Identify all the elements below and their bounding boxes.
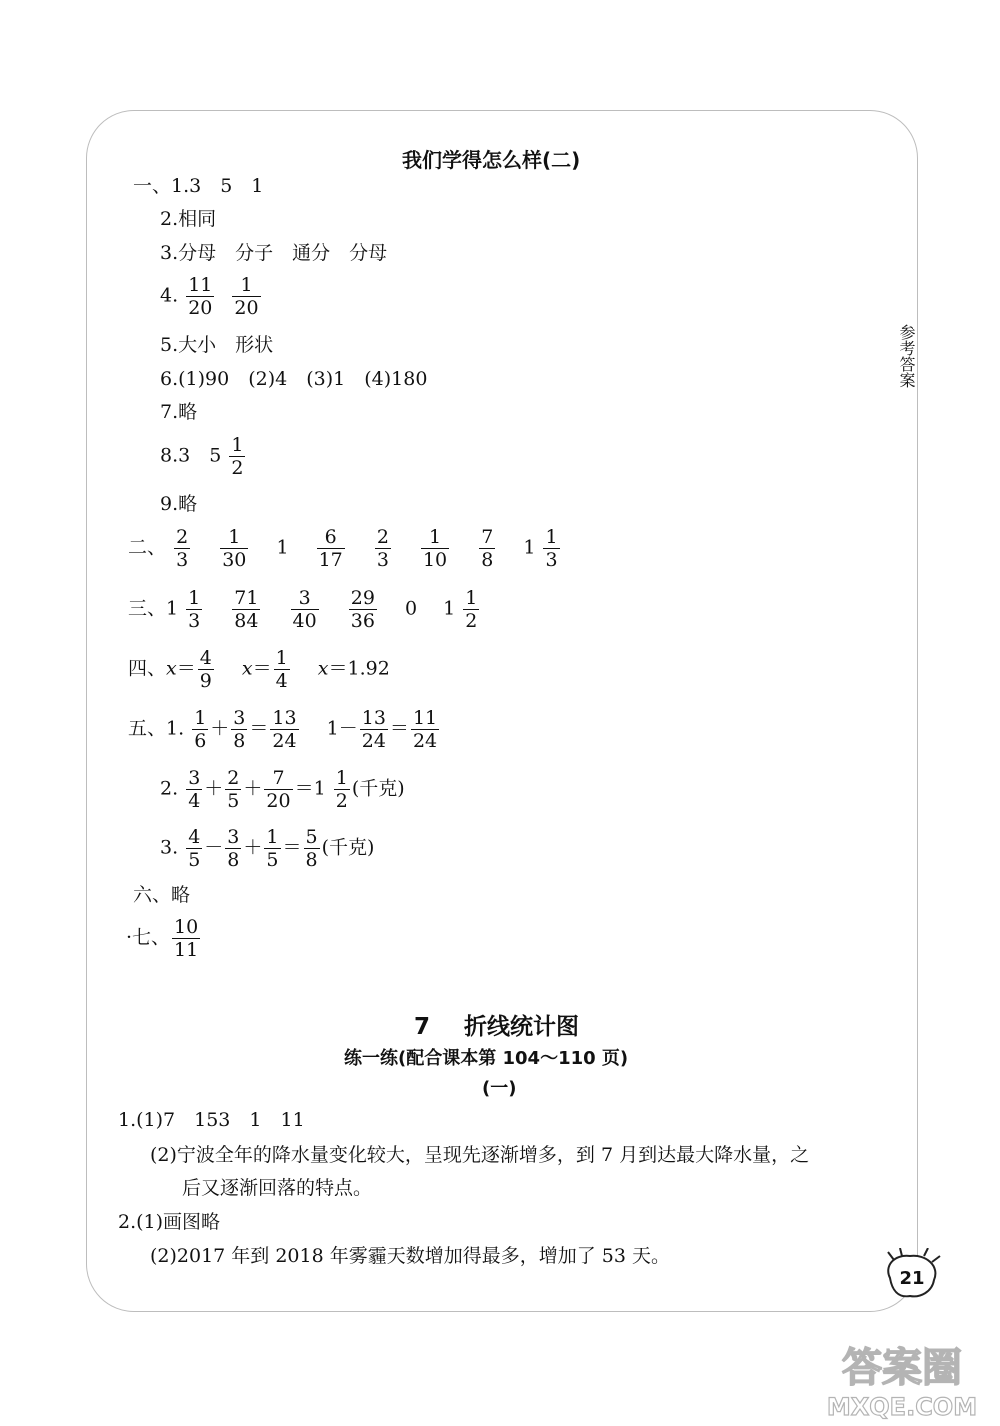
denominator: 30 bbox=[222, 549, 247, 571]
numerator: 1 bbox=[266, 826, 279, 848]
numerator: 2 bbox=[176, 526, 189, 548]
numerator: 5 bbox=[305, 826, 318, 848]
answer-5-1 bbox=[128, 707, 441, 752]
numerator: 11 bbox=[188, 274, 213, 296]
fraction bbox=[220, 526, 248, 571]
denominator: 3 bbox=[376, 549, 389, 571]
denominator: 5 bbox=[188, 849, 201, 871]
value: 1－ bbox=[326, 717, 358, 740]
denominator: 24 bbox=[272, 730, 297, 752]
practice-1-2-cont: 后又逐渐回落的特点。 bbox=[182, 1177, 373, 1199]
variable: x bbox=[317, 657, 329, 680]
value: 1 bbox=[523, 536, 536, 559]
fraction bbox=[231, 707, 247, 752]
svg-text:答案圈: 答案圈 bbox=[842, 1345, 962, 1391]
numerator: 7 bbox=[481, 526, 494, 548]
side-tab-label: 参考答案 bbox=[897, 324, 916, 388]
denominator: 6 bbox=[194, 730, 207, 752]
numerator: 11 bbox=[412, 707, 438, 729]
denominator: 36 bbox=[350, 610, 375, 632]
numerator: 6 bbox=[317, 526, 345, 549]
denominator: 10 bbox=[422, 549, 448, 571]
fraction bbox=[264, 826, 280, 871]
denominator: 24 bbox=[412, 730, 438, 752]
q-label: 4. bbox=[160, 284, 179, 307]
q-label: 五、1. bbox=[128, 717, 185, 740]
practice-2-1: 2.(1)画图略 bbox=[118, 1211, 221, 1233]
numerator: 1 bbox=[194, 707, 207, 729]
plus-sign: ＋ bbox=[210, 717, 230, 740]
denominator: 84 bbox=[234, 610, 259, 632]
denominator: 3 bbox=[176, 549, 189, 571]
numerator: 3 bbox=[233, 707, 246, 729]
equals-sign: ＝ bbox=[389, 717, 409, 740]
answer-1-2: 2.相同 bbox=[160, 208, 217, 230]
denominator: 2 bbox=[231, 457, 244, 479]
denominator: 5 bbox=[266, 849, 279, 871]
answer-2 bbox=[128, 526, 562, 571]
fraction bbox=[192, 707, 208, 752]
value: ＝1.92 bbox=[328, 657, 390, 680]
answer-1-9: 9.略 bbox=[160, 493, 198, 515]
practice-1-1: 1.(1)7 153 1 11 bbox=[118, 1109, 305, 1131]
numerator: 1 bbox=[231, 434, 244, 456]
equals-sign: ＝ bbox=[249, 717, 269, 740]
variable: x bbox=[241, 657, 253, 680]
numerator: 3 bbox=[291, 587, 319, 610]
fraction bbox=[232, 587, 260, 632]
fraction bbox=[186, 587, 202, 632]
denominator: 4 bbox=[188, 790, 201, 812]
svg-text:MXQE.COM: MXQE.COM bbox=[826, 1393, 978, 1421]
variable: x bbox=[166, 657, 177, 680]
practice-2-2: (2)2017 年到 2018 年雾霾天数增加得最多，增加了 53 天。 bbox=[150, 1245, 670, 1267]
value: 1 bbox=[276, 536, 289, 559]
numerator: 1 bbox=[465, 587, 478, 609]
minus-sign: － bbox=[204, 836, 224, 859]
fraction bbox=[479, 526, 495, 571]
fraction bbox=[172, 916, 200, 961]
fraction bbox=[543, 526, 559, 571]
numerator: 3 bbox=[227, 826, 240, 848]
fraction bbox=[186, 767, 202, 812]
fraction bbox=[463, 587, 479, 632]
answer-6: 六、略 bbox=[133, 884, 191, 906]
unit: (千克) bbox=[351, 777, 405, 800]
numerator: 1 bbox=[220, 526, 248, 549]
answer-5-2 bbox=[160, 767, 405, 812]
numerator: 3 bbox=[188, 767, 201, 789]
answer-1-5: 5.大小 形状 bbox=[160, 334, 274, 356]
fraction bbox=[291, 587, 319, 632]
section-title: 我们学得怎么样(二) bbox=[402, 148, 581, 172]
numerator: 7 bbox=[264, 767, 292, 790]
value: 0 bbox=[404, 597, 418, 620]
answer-7 bbox=[126, 916, 202, 961]
denominator: 3 bbox=[545, 549, 558, 571]
denominator: 24 bbox=[361, 730, 386, 752]
chapter-subtitle: 练一练(配合课本第 104～110 页) bbox=[344, 1048, 629, 1069]
answer-1-6: 6.(1)90 (2)4 (3)1 (4)180 bbox=[160, 368, 428, 390]
numerator: 4 bbox=[188, 826, 201, 848]
part-label: (一) bbox=[482, 1078, 517, 1099]
fraction bbox=[186, 826, 202, 871]
answer-1-1: 一、1.3 5 1 bbox=[133, 175, 264, 197]
fraction bbox=[304, 826, 320, 871]
numerator: 2 bbox=[376, 526, 389, 548]
value: 1 bbox=[443, 597, 456, 620]
denominator: 9 bbox=[199, 670, 212, 692]
unit: (千克) bbox=[321, 836, 375, 859]
numerator: 10 bbox=[174, 916, 199, 938]
chapter-number: 7 bbox=[414, 1014, 431, 1040]
numerator: 4 bbox=[199, 647, 212, 669]
numerator: 1 bbox=[545, 526, 558, 548]
fraction bbox=[334, 767, 350, 812]
chapter-heading bbox=[414, 1008, 579, 1041]
denominator: 20 bbox=[234, 297, 259, 319]
numerator: 29 bbox=[350, 587, 375, 609]
fraction bbox=[270, 707, 298, 752]
numerator: 1 bbox=[421, 526, 449, 549]
fraction bbox=[232, 274, 260, 319]
plus-sign: ＋ bbox=[243, 777, 263, 800]
equals-sign: ＝ bbox=[176, 657, 196, 680]
denominator: 4 bbox=[275, 670, 288, 692]
answer-3 bbox=[128, 587, 481, 632]
fraction bbox=[198, 647, 214, 692]
denominator: 8 bbox=[227, 849, 240, 871]
fraction bbox=[225, 826, 241, 871]
fraction bbox=[411, 707, 439, 752]
denominator: 2 bbox=[465, 610, 478, 632]
fraction bbox=[349, 587, 377, 632]
denominator: 20 bbox=[266, 790, 291, 812]
page-number: 21 bbox=[899, 1268, 925, 1289]
plus-sign: ＋ bbox=[243, 836, 263, 859]
denominator: 5 bbox=[227, 790, 240, 812]
numerator: 1 bbox=[188, 587, 201, 609]
denominator: 40 bbox=[292, 610, 317, 632]
numerator: 2 bbox=[227, 767, 240, 789]
numerator: 13 bbox=[361, 707, 386, 729]
denominator: 17 bbox=[318, 549, 343, 571]
denominator: 11 bbox=[174, 939, 199, 961]
answer-4 bbox=[128, 647, 390, 692]
fraction bbox=[174, 526, 190, 571]
fraction bbox=[264, 767, 292, 812]
watermark-logo bbox=[810, 1335, 995, 1423]
fraction bbox=[274, 647, 290, 692]
answer-5-3 bbox=[160, 826, 374, 871]
q-label: 8.3 5 bbox=[160, 444, 222, 467]
fraction bbox=[186, 274, 214, 319]
numerator: 1 bbox=[232, 274, 260, 297]
page-number-badge bbox=[880, 1248, 944, 1302]
q-label: 二、 bbox=[128, 536, 167, 559]
fraction bbox=[225, 767, 241, 812]
fraction bbox=[421, 526, 449, 571]
numerator: 1 bbox=[275, 647, 288, 669]
equals-sign: ＝ bbox=[252, 657, 272, 680]
numerator: 13 bbox=[272, 707, 297, 729]
answer-1-8 bbox=[160, 434, 247, 479]
q-label: 3. bbox=[160, 836, 179, 859]
plus-sign: ＋ bbox=[204, 777, 224, 800]
denominator: 2 bbox=[335, 790, 348, 812]
denominator: 20 bbox=[188, 297, 213, 319]
fraction bbox=[360, 707, 388, 752]
chapter-title: 折线统计图 bbox=[464, 1014, 580, 1040]
fraction bbox=[375, 526, 391, 571]
fraction bbox=[229, 434, 245, 479]
denominator: 8 bbox=[305, 849, 318, 871]
q-label: ·七、 bbox=[126, 926, 171, 949]
q-label: 2. bbox=[160, 777, 179, 800]
equals-sign: ＝ bbox=[282, 836, 302, 859]
value: ＝1 bbox=[294, 777, 326, 800]
fraction bbox=[317, 526, 345, 571]
numerator: 1 bbox=[335, 767, 348, 789]
numerator: 71 bbox=[234, 587, 259, 609]
denominator: 8 bbox=[481, 549, 494, 571]
q-label: 三、1 bbox=[128, 597, 179, 620]
answer-1-4 bbox=[160, 274, 263, 319]
practice-1-2: (2)宁波全年的降水量变化较大，呈现先逐渐增多，到 7 月到达最大降水量，之 bbox=[150, 1144, 810, 1166]
denominator: 8 bbox=[233, 730, 246, 752]
denominator: 3 bbox=[188, 610, 201, 632]
answer-1-3: 3.分母 分子 通分 分母 bbox=[160, 242, 388, 264]
q-label: 四、 bbox=[128, 657, 167, 680]
answer-1-7: 7.略 bbox=[160, 401, 198, 423]
